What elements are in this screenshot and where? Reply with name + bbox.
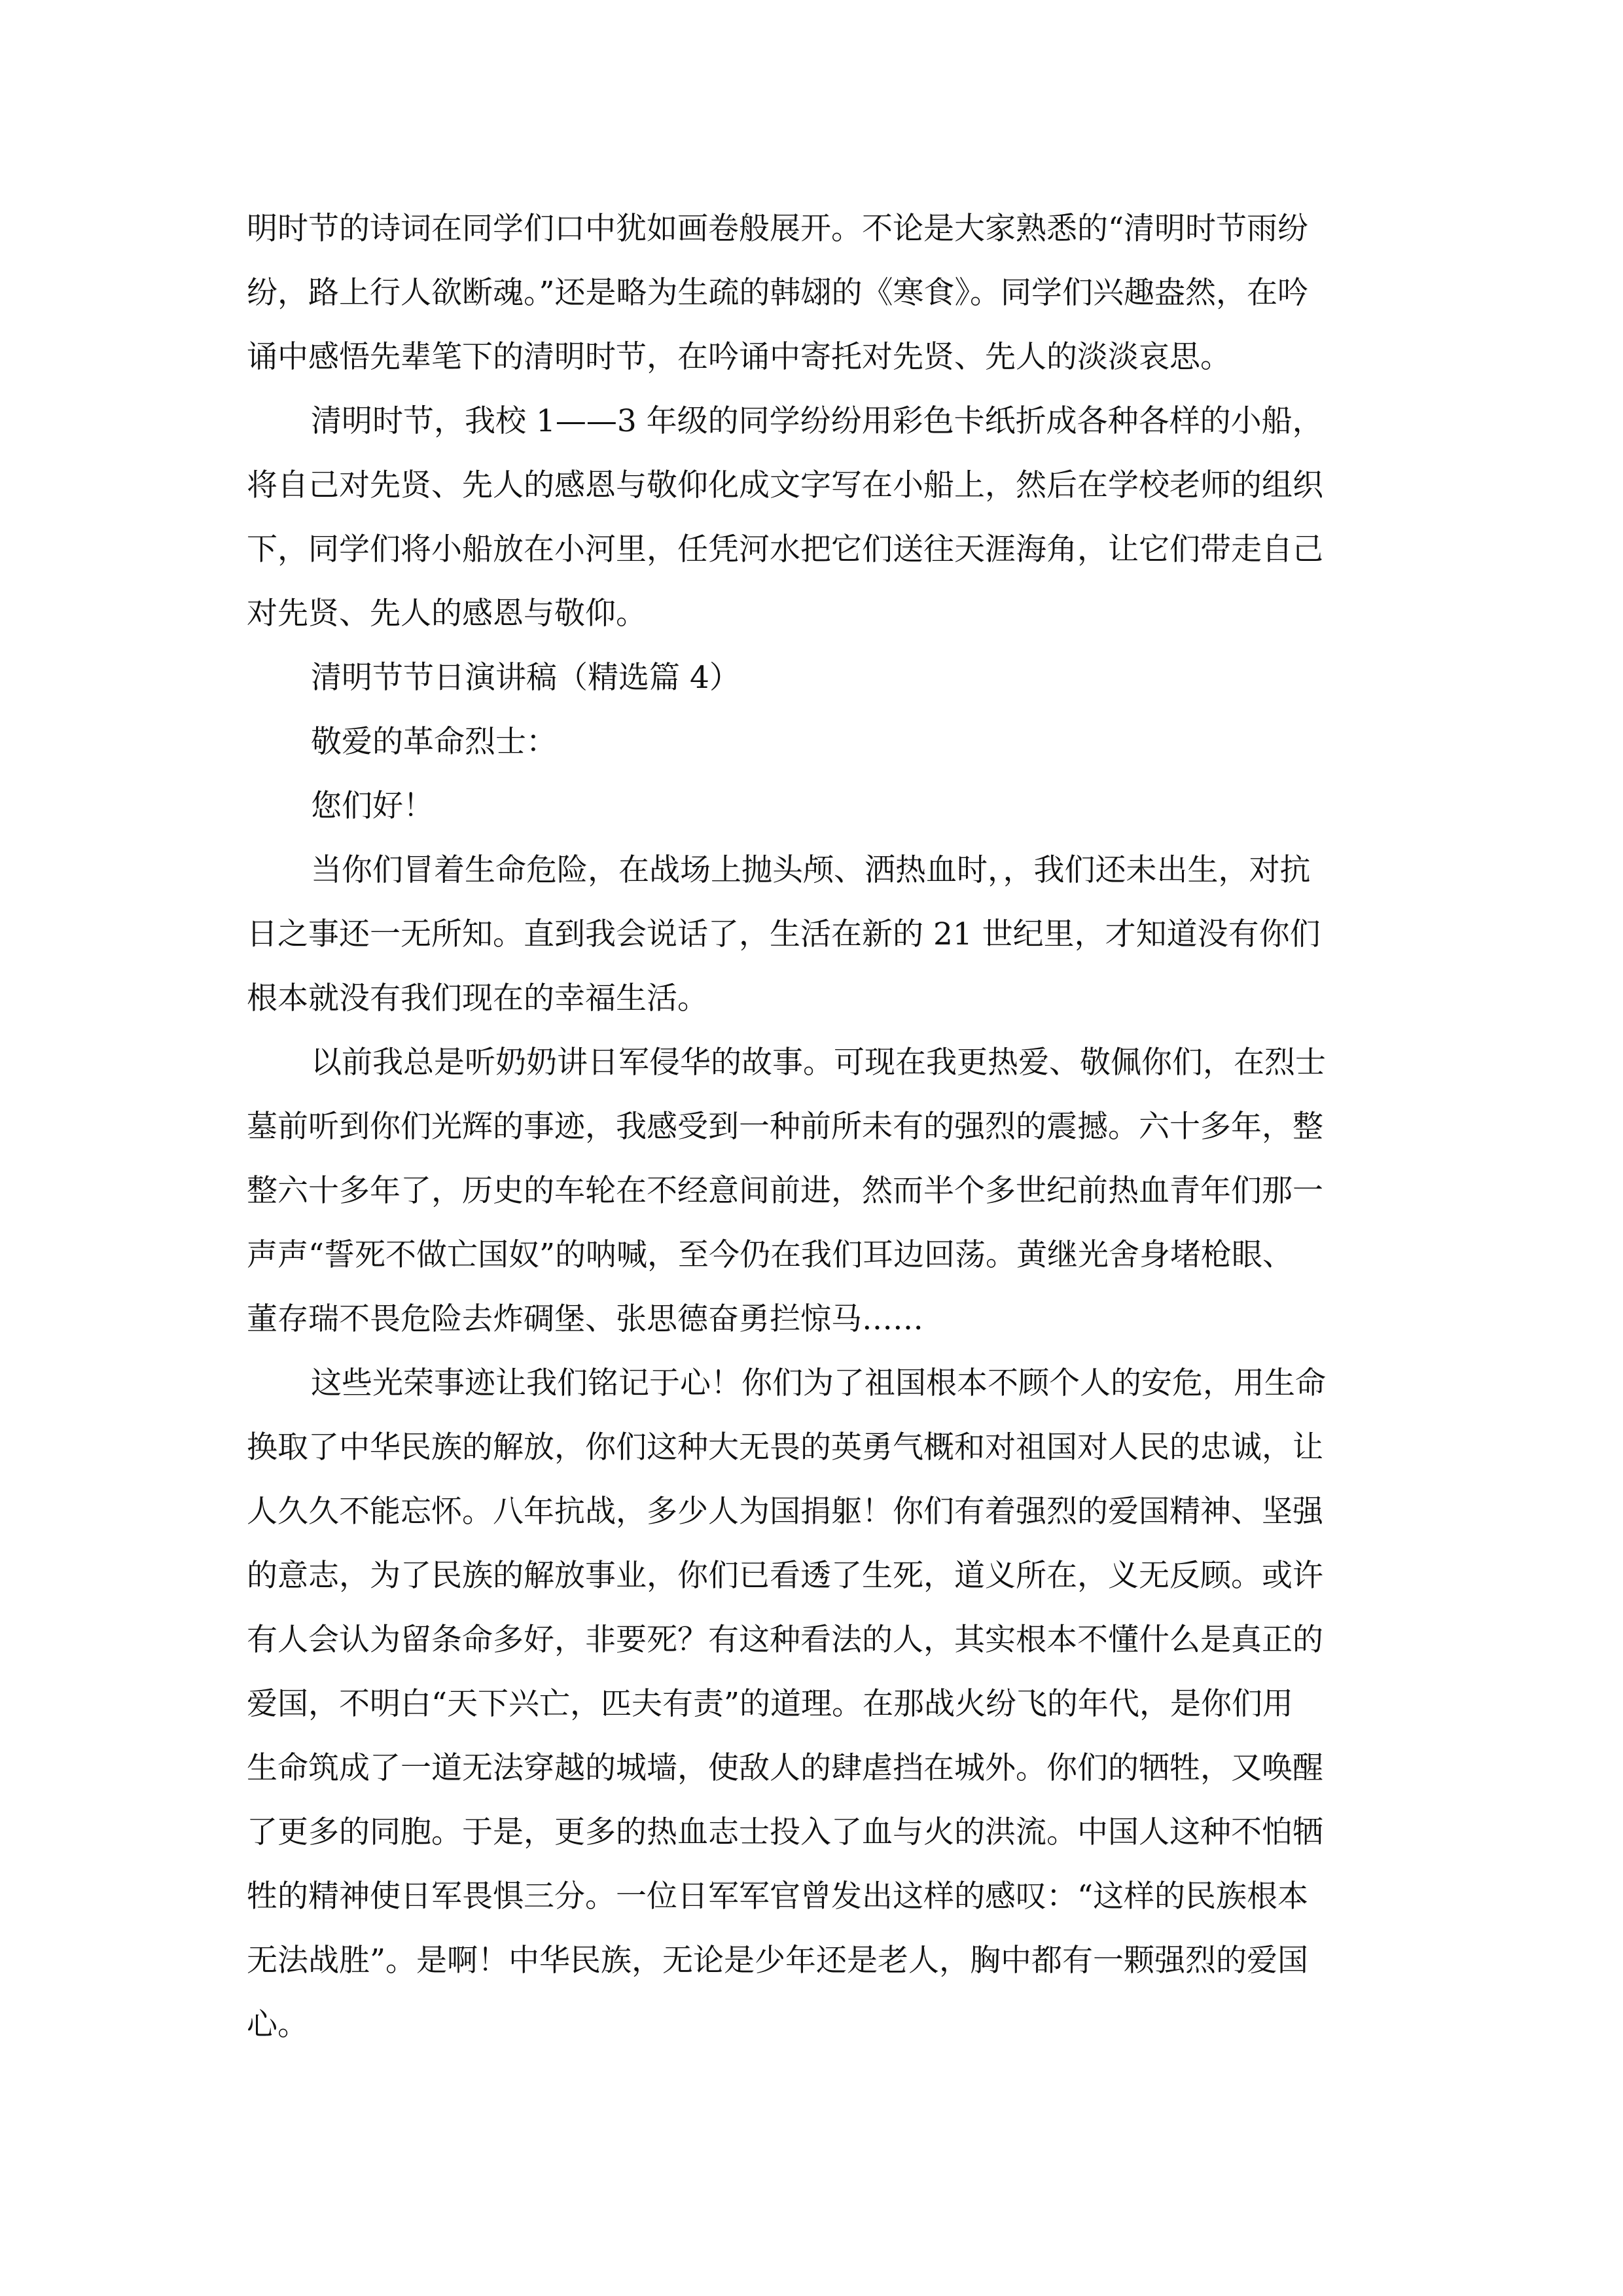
text-line: 墓前听到你们光辉的事迹，我感受到一种前所未有的强烈的震撼。六十多年，整: [247, 1109, 1323, 1145]
text-line: 心。: [247, 2007, 308, 2043]
text-line: 整六十多年了，历史的车轮在不经意间前进，然而半个多世纪前热血青年们那一: [247, 1173, 1323, 1209]
text-line: 明时节的诗词在同学们口中犹如画卷般展开。不论是大家熟悉的“清明时节雨纷: [247, 211, 1309, 247]
text-line: 有人会认为留条命多好，非要死？有这种看法的人，其实根本不懂什么是真正的: [247, 1622, 1323, 1658]
paragraph-first-line: 当你们冒着生命危险，在战场上抛头颅、洒热血时，，我们还未出生，对抗: [311, 852, 1311, 888]
text-line: 纷，路上行人欲断魂。”还是略为生疏的韩翃的《寒食》。同学们兴趣盎然，在吟: [247, 275, 1309, 311]
text-line: 生命筑成了一道无法穿越的城墙，使敌人的肆虐挡在城外。你们的牺牲，又唤醒: [247, 1750, 1323, 1786]
text-line: 董存瑞不畏危险去炸碉堡、张思德奋勇拦惊马……: [247, 1301, 923, 1337]
text-line: 对先贤、先人的感恩与敬仰。: [247, 596, 647, 632]
text-line: 将自己对先贤、先人的感恩与敬仰化成文字写在小船上，然后在学校老师的组织: [247, 467, 1323, 503]
text-line: 日之事还一无所知。直到我会说话了，生活在新的 21 世纪里，才知道没有你们: [247, 916, 1321, 952]
text-line: 人久久不能忘怀。八年抗战，多少人为国捐躯！你们有着强烈的爱国精神、坚强: [247, 1494, 1323, 1530]
paragraph-first-line: 清明时节，我校 1——3 年级的同学纷纷用彩色卡纸折成各种各样的小船，: [311, 403, 1323, 439]
text-line: 牲的精神使日军畏惧三分。一位日军军官曾发出这样的感叹：“这样的民族根本: [247, 1878, 1309, 1914]
text-line: 下，同学们将小船放在小河里，任凭河水把它们送往天涯海角，让它们带走自己: [247, 531, 1323, 567]
paragraph-first-line: 以前我总是听奶奶讲日军侵华的故事。可现在我更热爱、敬佩你们，在烈士: [311, 1045, 1326, 1081]
text-line: 诵中感悟先辈笔下的清明时节，在吟诵中寄托对先贤、先人的淡淡哀思。: [247, 339, 1231, 375]
text-line: 的意志，为了民族的解放事业，你们已看透了生死，道义所在，义无反顾。或许: [247, 1558, 1323, 1594]
paragraph-first-line: 这些光荣事迹让我们铭记于心！你们为了祖国根本不顾个人的安危，用生命: [311, 1365, 1326, 1401]
text-line: 了更多的同胞。于是，更多的热血志士投入了血与火的洪流。中国人这种不怕牺: [247, 1814, 1323, 1850]
text-line: 换取了中华民族的解放，你们这种大无畏的英勇气概和对祖国对人民的忠诚，让: [247, 1429, 1323, 1465]
section-heading: 清明节节日演讲稿（精选篇 4）: [311, 660, 740, 696]
salutation: 敬爱的革命烈士：: [311, 724, 557, 760]
text-line: 根本就没有我们现在的幸福生活。: [247, 980, 708, 1016]
text-line: 无法战胜”。是啊！中华民族，无论是少年还是老人，胸中都有一颗强烈的爱国: [247, 1943, 1309, 1979]
text-line: 声声“誓死不做亡国奴”的呐喊，至今仍在我们耳边回荡。黄继光舍身堵枪眼、: [247, 1237, 1294, 1273]
text-line: 爱国，不明白“天下兴亡，匹夫有责”的道理。在那战火纷飞的年代，是你们用: [247, 1686, 1294, 1722]
greeting: 您们好！: [311, 788, 434, 824]
